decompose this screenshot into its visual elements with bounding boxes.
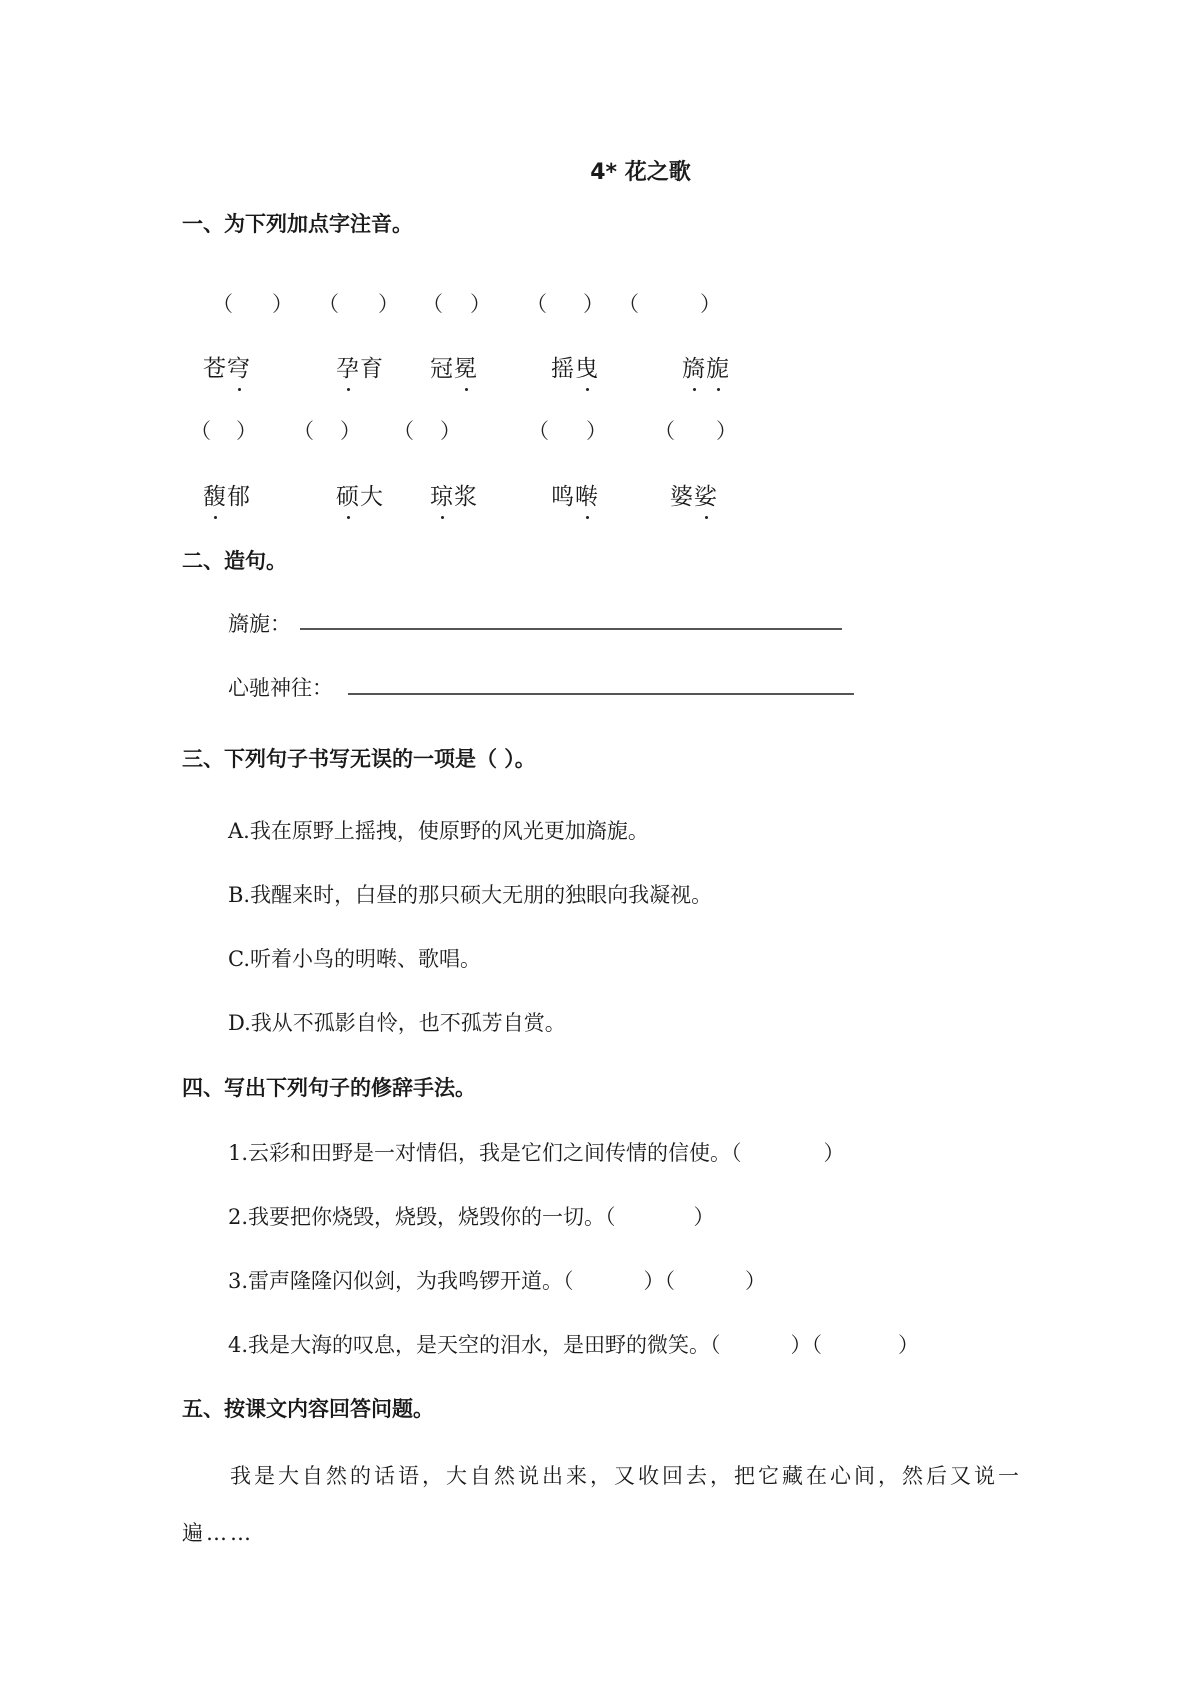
emphasis-dot-char: 娑 (694, 478, 718, 511)
paren-open: （ (618, 292, 639, 316)
rhetoric-item-text: 2.我要把你烧毁，烧毁，烧毁你的一切。 (228, 1205, 606, 1229)
answer-blank[interactable]: （ ） (731, 1141, 845, 1165)
sentence-label-xinchishenwang: 心驰神往： (228, 676, 333, 700)
page-title: 4* 花之歌 (590, 160, 691, 185)
paren-close: ） (378, 292, 399, 316)
section-3-heading: 三、下列句子书写无误的一项是（ ）。 (182, 747, 536, 771)
option-b: B.我醒来时，白昼的那只硕大无朋的独眼向我凝视。 (228, 883, 713, 907)
emphasis-dot-char: 硕 (336, 478, 360, 511)
plain-char: 大 (360, 484, 384, 510)
rhetoric-item-text: 4.我是大海的叹息，是天空的泪水，是田野的微笑。 (228, 1333, 711, 1357)
section-5-heading: 五、按课文内容回答问题。 (182, 1397, 434, 1421)
answer-blank[interactable]: （ ） (811, 1333, 920, 1357)
emphasis-dot-char: 旎 (706, 350, 730, 383)
word-yaoye (551, 350, 599, 383)
plain-char: 摇 (551, 356, 575, 382)
word-mingzhuan (551, 478, 599, 511)
word-posuo (670, 478, 718, 511)
plain-char: 鸣 (551, 484, 575, 510)
answer-blank[interactable]: （ ） (605, 1205, 715, 1229)
answer-line-yini[interactable] (300, 628, 842, 630)
word-guanmian (430, 350, 478, 383)
option-a: A.我在原野上摇拽，使原野的风光更加旖旎。 (228, 819, 649, 843)
paren-open: （ (654, 419, 675, 443)
word-fuyu (203, 478, 251, 511)
paren-close: ） (700, 292, 721, 316)
plain-char: 冠 (430, 356, 454, 382)
rhetoric-item-3 (228, 1265, 766, 1295)
paren-close: ） (583, 292, 604, 316)
rhetoric-item-1 (228, 1137, 845, 1167)
rhetoric-item-2 (228, 1201, 715, 1231)
passage-line-1: 我是大自然的话语，大自然说出来，又收回去，把它藏在心间，然后又说一 (230, 1464, 1022, 1488)
paren-open: （ (190, 419, 211, 443)
paren-open: （ (528, 419, 549, 443)
emphasis-dot-char: 啭 (575, 478, 599, 511)
answer-line-xinchishenwang[interactable] (348, 693, 854, 695)
paren-close: ） (340, 419, 361, 443)
paren-open: （ (212, 292, 233, 316)
paren-open: （ (318, 292, 339, 316)
emphasis-dot-char: 馥 (203, 478, 227, 511)
plain-char: 浆 (454, 484, 478, 510)
emphasis-dot-char: 冕 (454, 350, 478, 383)
rhetoric-item-text: 3.雷声隆隆闪似剑，为我鸣锣开道。 (228, 1269, 564, 1293)
section-2-heading: 二、造句。 (182, 549, 287, 573)
passage-line-2: 遍…… (182, 1521, 254, 1545)
section-1-heading: 一、为下列加点字注音。 (182, 212, 413, 236)
rhetoric-item-4 (228, 1329, 919, 1359)
paren-open: （ (393, 419, 414, 443)
word-yunyu (336, 350, 384, 383)
word-canglong (203, 350, 251, 383)
emphasis-dot-char: 穹 (227, 350, 251, 383)
emphasis-dot-char: 琼 (430, 478, 454, 511)
paren-close: ） (440, 419, 461, 443)
word-yini (682, 350, 730, 383)
emphasis-dot-char: 曳 (575, 350, 599, 383)
emphasis-dot-char: 孕 (336, 350, 360, 383)
word-qiongjiang (430, 478, 478, 511)
emphasis-dot-char: 旖 (682, 350, 706, 383)
option-d: D.我从不孤影自怜，也不孤芳自赏。 (228, 1011, 566, 1035)
paren-open: （ (293, 419, 314, 443)
answer-blank[interactable]: （ ） (664, 1269, 767, 1293)
answer-blank[interactable]: （ ） (563, 1269, 665, 1293)
paren-open: （ (526, 292, 547, 316)
plain-char: 婆 (670, 484, 694, 510)
paren-close: ） (716, 419, 737, 443)
paren-close: ） (586, 419, 607, 443)
paren-open: （ (422, 292, 443, 316)
option-c: C.听着小鸟的明啭、歌唱。 (228, 947, 481, 971)
section-4-heading: 四、写出下列句子的修辞手法。 (182, 1076, 476, 1100)
answer-blank[interactable]: （ ） (710, 1333, 812, 1357)
rhetoric-item-text: 1.云彩和田野是一对情侣，我是它们之间传情的信使。 (228, 1141, 732, 1165)
paren-close: ） (236, 419, 257, 443)
plain-char: 苍 (203, 356, 227, 382)
word-shuoda (336, 478, 384, 511)
paren-close: ） (272, 292, 293, 316)
paren-close: ） (470, 292, 491, 316)
sentence-label-yini: 旖旎： (228, 612, 291, 636)
plain-char: 郁 (227, 484, 251, 510)
plain-char: 育 (360, 356, 384, 382)
